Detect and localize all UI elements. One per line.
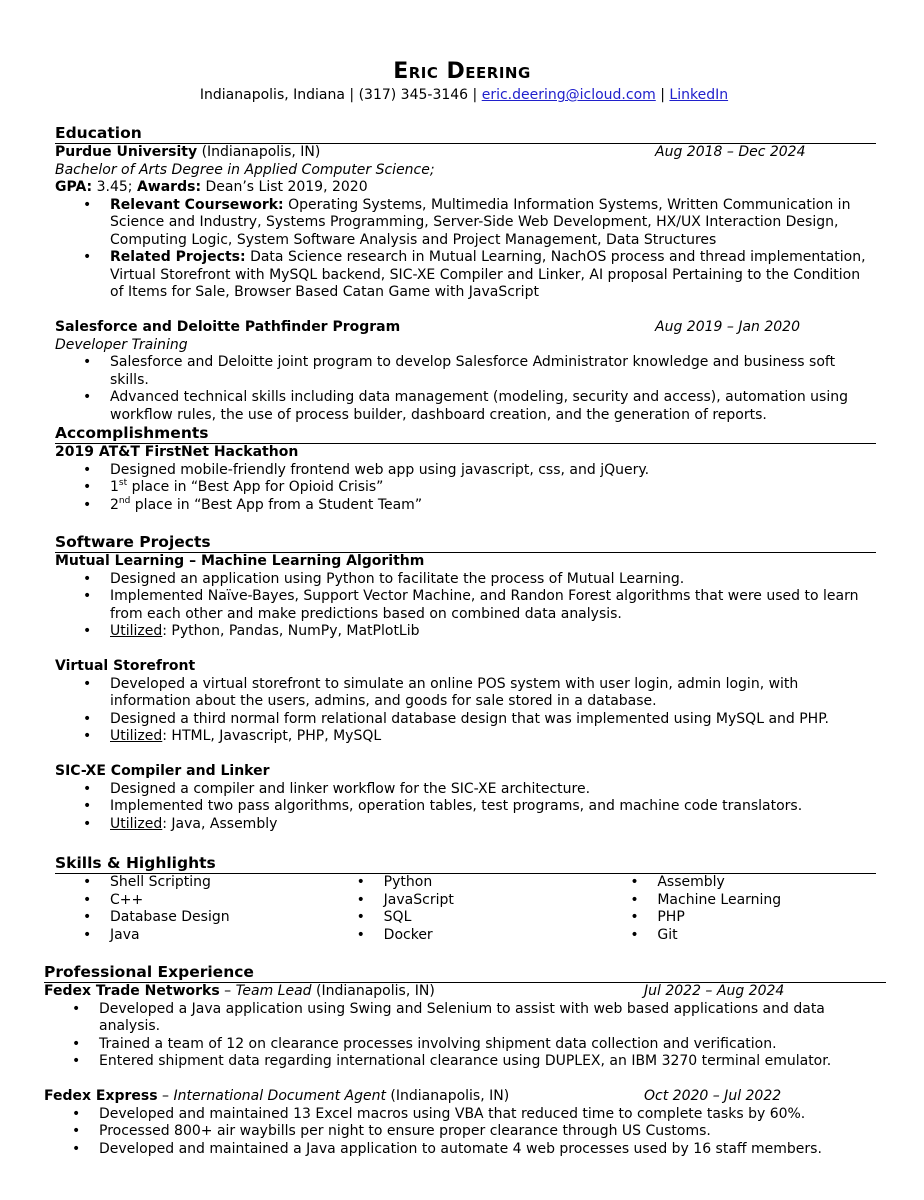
skill-item: • SQL [329, 909, 603, 927]
bullet-list [55, 781, 876, 834]
program-role: Developer Training [55, 336, 188, 353]
skills-column [329, 874, 603, 944]
entry-header: Fedex Express – International Document Agent (Indianapolis, IN) Oct 2020 – Jul 2022 [44, 1088, 782, 1104]
entry-header: Purdue University (Indianapolis, IN) Aug 2018 – Dec 2024 [55, 144, 806, 160]
section-title: Accomplishments [55, 424, 876, 444]
phone: (317) 345-3146 [358, 87, 469, 103]
project-name: Mutual Learning – Machine Learning Algorithm [55, 553, 425, 569]
skill-item: • C++ [55, 892, 329, 910]
list-item: • Utilized: HTML, Javascript, PHP, MySQL [55, 728, 876, 746]
list-item: • Developed and maintained 13 Excel macros using VBA that reduced time to complete tasks by 60%. [44, 1106, 886, 1124]
skill-item: • JavaScript [329, 892, 603, 910]
list-item: • Implemented Naïve-Bayes, Support Vector Machine, and Randon Forest algorithms that were used to learn from each other and make predictions based on combined data analysis. [55, 588, 876, 623]
skill-item: • Shell Scripting [55, 874, 329, 892]
entry-header: Fedex Trade Networks – Team Lead (Indianapolis, IN) Jul 2022 – Aug 2024 [44, 983, 785, 999]
skills-column [602, 874, 876, 944]
list-item: • Related Projects: Data Science research in Mutual Learning, NachOS process and thread implementation, Virtual Storefront with MySQL backend, SIC-XE Compiler and Linker, AI proposal Pertaining to the Condition of Items for Sale, Browser Based Catan Game with JavaScript [55, 249, 876, 302]
bullet-list [44, 1001, 886, 1071]
section-title: Education [55, 124, 876, 144]
contact-line: Indianapolis, Indiana | (317) 345-3146 | eric.deering@icloud.com | LinkedIn [199, 87, 729, 103]
list-item: • Processed 800+ air waybills per night to ensure proper clearance through US Customs. [44, 1123, 886, 1141]
skills-grid [55, 874, 876, 944]
list-item: • 1st place in “Best App for Opioid Crisis” [55, 479, 876, 497]
program-name: Salesforce and Deloitte Pathfinder Program [55, 319, 401, 335]
skill-item: • PHP [602, 909, 876, 927]
linkedin-link[interactable]: LinkedIn [669, 87, 729, 103]
skill-item: • Database Design [55, 909, 329, 927]
list-item: • Designed an application using Python to facilitate the process of Mutual Learning. [55, 571, 876, 589]
projects-section [55, 533, 876, 833]
hackathon-name: 2019 AT&T FirstNet Hackathon [55, 444, 299, 460]
entry-date: Jul 2022 – Aug 2024 [644, 983, 785, 999]
bullet-list [55, 676, 876, 746]
location: Indianapolis, Indiana [199, 87, 345, 103]
entry-date: Aug 2019 – Jan 2020 [655, 319, 800, 335]
company-name: Fedex Trade Networks [44, 983, 220, 999]
skill-item: • Docker [329, 927, 603, 945]
job-title: Team Lead [235, 983, 312, 999]
list-item: • Relevant Coursework: Operating Systems, Multimedia Information Systems, Written Communication in Science and Industry, Systems Programming, Server-Side Web Development, HX/UX Interaction Design, Computing Logic, System Software Analysis and Project Management, Data Structures [55, 197, 876, 250]
school-name: Purdue University [55, 144, 198, 160]
bullet-list [44, 1106, 886, 1159]
list-item: • Advanced technical skills including data management (modeling, security and access), automation using workflow rules, the use of process builder, dashboard creation, and the generation of reports. [55, 389, 876, 424]
bullet-list [55, 462, 876, 515]
list-item: • Trained a team of 12 on clearance processes involving shipment data collection and verification. [44, 1036, 886, 1054]
company-name: Fedex Express [44, 1088, 158, 1104]
entry-date: Aug 2018 – Dec 2024 [655, 144, 806, 160]
list-item: • Developed a Java application using Swing and Selenium to assist with web based applications and data analysis. [44, 1001, 886, 1036]
skill-item: • Python [329, 874, 603, 892]
entry-header [55, 319, 876, 337]
project-name: SIC-XE Compiler and Linker [55, 763, 270, 779]
list-item: • Developed a virtual storefront to simulate an online POS system with user login, admin login, with information about the users, admins, and goods for sale stored in a database. [55, 676, 876, 711]
accomplishments-section [55, 424, 876, 514]
list-item: • Designed a third normal form relational database design that was implemented using MySQL and PHP. [55, 711, 876, 729]
degree: Bachelor of Arts Degree in Applied Computer Science; [55, 161, 435, 178]
skills-column [55, 874, 329, 944]
experience-section [44, 963, 886, 1158]
skill-item: • Git [602, 927, 876, 945]
list-item: • 2nd place in “Best App from a Student Team” [55, 497, 876, 515]
list-item: • Developed and maintained a Java application to automate 4 web processes used by 16 staff members. [44, 1141, 886, 1159]
email-link[interactable]: eric.deering@icloud.com [481, 87, 656, 103]
list-item: • Designed a compiler and linker workflow for the SIC-XE architecture. [55, 781, 876, 799]
bullet-list [55, 197, 876, 302]
gpa-line: GPA: 3.45; Awards: Dean’s List 2019, 2020 [55, 179, 368, 195]
skill-item: • Assembly [602, 874, 876, 892]
job-title: International Document Agent [173, 1088, 386, 1104]
entry-date: Oct 2020 – Jul 2022 [644, 1088, 782, 1104]
section-title: Professional Experience [44, 963, 886, 983]
project-name: Virtual Storefront [55, 658, 196, 674]
section-title: Software Projects [55, 533, 876, 553]
list-item: • Utilized: Java, Assembly [55, 816, 876, 834]
list-item: • Utilized: Python, Pandas, NumPy, MatPlotLib [55, 623, 876, 641]
list-item: • Entered shipment data regarding international clearance using DUPLEX, an IBM 3270 terminal emulator. [44, 1053, 886, 1071]
bullet-list [55, 354, 876, 424]
bullet-list [55, 571, 876, 641]
education-section [55, 124, 876, 424]
section-title: Skills & Highlights [55, 854, 876, 874]
skill-item: • Java [55, 927, 329, 945]
skill-item: • Machine Learning [602, 892, 876, 910]
list-item: • Implemented two pass algorithms, operation tables, test programs, and machine code translators. [55, 798, 876, 816]
list-item: • Designed mobile-friendly frontend web app using javascript, css, and jQuery. [55, 462, 876, 480]
list-item: • Salesforce and Deloitte joint program to develop Salesforce Administrator knowledge and business soft skills. [55, 354, 876, 389]
name-heading: Eric Deering [393, 59, 531, 84]
skills-section [55, 854, 876, 944]
